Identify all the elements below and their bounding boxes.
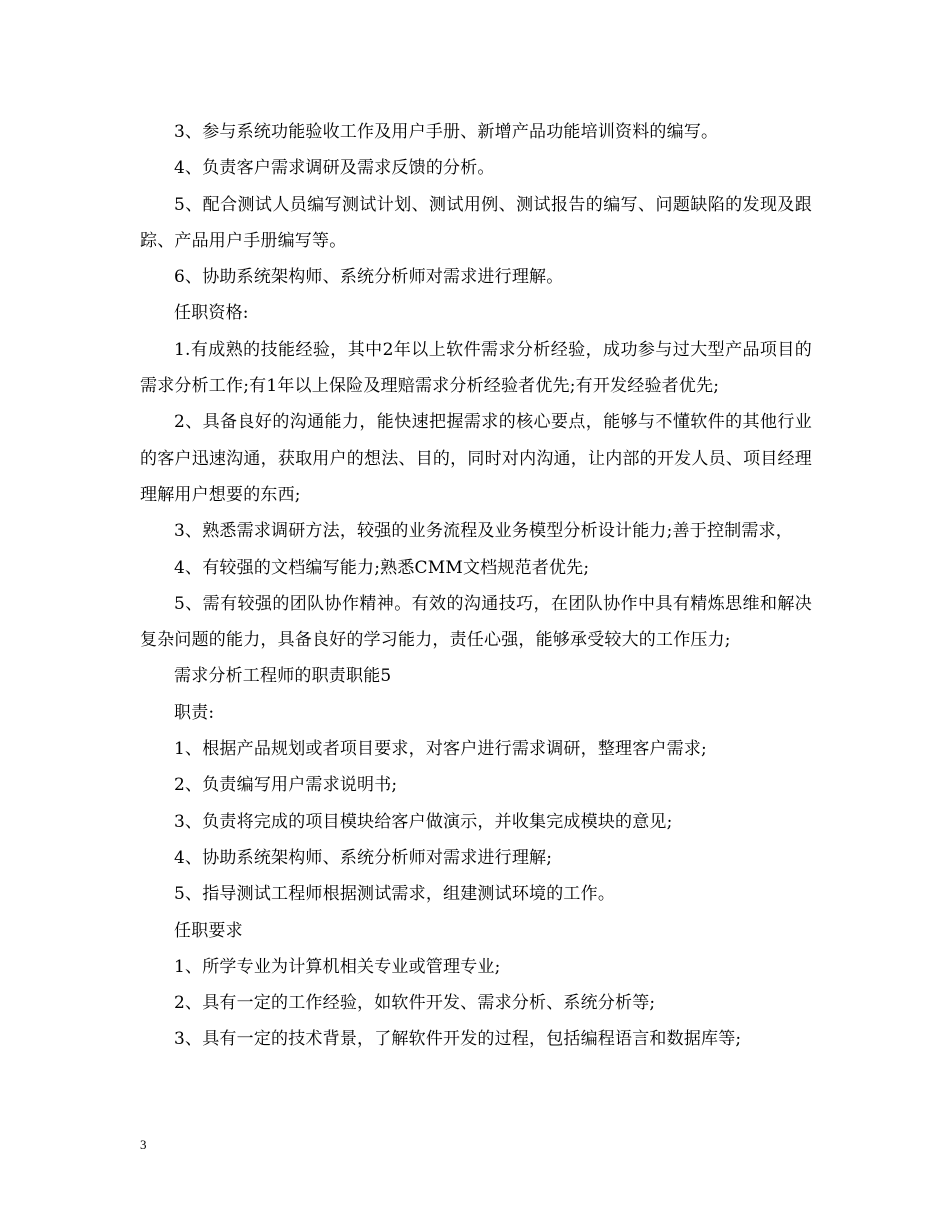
paragraph: 4、协助系统架构师、系统分析师对需求进行理解; xyxy=(174,847,553,868)
paragraph: 3、具有一定的技术背景，了解软件开发的过程，包括编程语言和数据库等; xyxy=(174,1029,742,1050)
section-title: 需求分析工程师的职责职能5 xyxy=(174,666,392,687)
paragraph: 4、有较强的文档编写能力;熟悉CMM文档规范者优先; xyxy=(174,557,590,578)
section-heading: 任职资格: xyxy=(174,303,249,324)
section-heading: 任职要求 xyxy=(174,920,243,941)
paragraph: 5、配合测试人员编写测试计划、测试用例、测试报告的编写、问题缺陷的发现及跟踪、产品用户手册编写等。 xyxy=(140,194,812,251)
paragraph: 6、协助系统架构师、系统分析师对需求进行理解。 xyxy=(174,267,564,288)
paragraph: 5、需有较强的团队协作精神。有效的沟通技巧，在团队协作中具有精炼思维和解决复杂问题的能力，具备良好的学习能力，责任心强，能够承受较大的工作压力; xyxy=(140,593,812,651)
paragraph: 4、负责客户需求调研及需求反馈的分析。 xyxy=(174,158,495,179)
paragraph: 2、具备良好的沟通能力，能快速把握需求的核心要点，能够与不懂软件的其他行业的客户迅速沟通，获取用户的想法、目的，同时对内沟通，让内部的开发人员、项目经理理解用户想要的东西; xyxy=(140,412,812,505)
paragraph: 5、指导测试工程师根据测试需求，组建测试环境的工作。 xyxy=(174,884,616,905)
paragraph: 1、根据产品规划或者项目要求，对客户进行需求调研，整理客户需求; xyxy=(174,739,707,760)
paragraph: 2、负责编写用户需求说明书; xyxy=(174,775,398,796)
paragraph: 1、所学专业为计算机相关专业或管理专业; xyxy=(174,956,501,977)
document-body xyxy=(140,114,812,1058)
paragraph: 3、参与系统功能验收工作及用户手册、新增产品功能培训资料的编写。 xyxy=(174,122,719,142)
section-heading: 职责: xyxy=(174,702,215,723)
paragraph: 3、熟悉需求调研方法，较强的业务流程及业务模型分析设计能力;善于控制需求， xyxy=(174,521,793,542)
page-number: 3 xyxy=(140,1137,147,1152)
paragraph: 1.有成熟的技能经验，其中2年以上软件需求分析经验，成功参与过大型产品项目的需求分析工作;有1年以上保险及理赔需求分析经验者优先;有开发经验者优先; xyxy=(140,339,812,397)
paragraph: 3、负责将完成的项目模块给客户做演示，并收集完成模块的意见; xyxy=(174,811,673,832)
paragraph: 2、具有一定的工作经验，如软件开发、需求分析、系统分析等; xyxy=(174,993,656,1014)
